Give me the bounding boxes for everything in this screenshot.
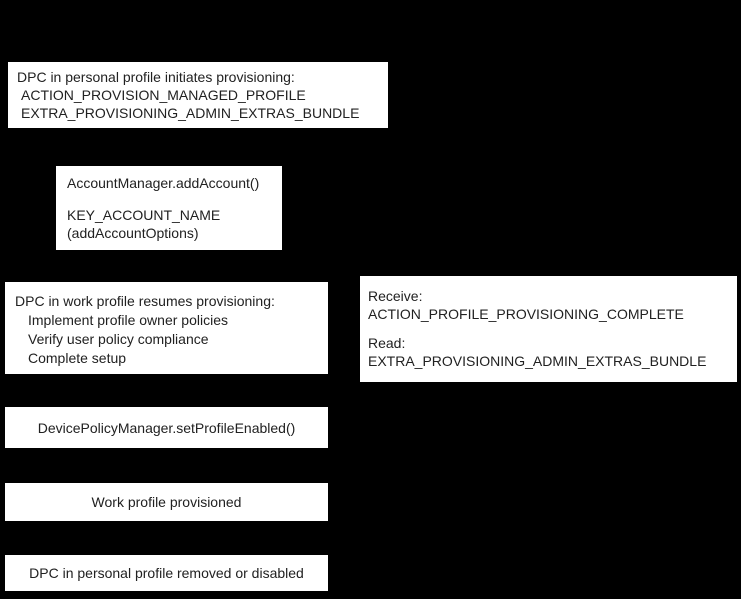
initiate-title: DPC in personal profile initiates provisioning: [17,69,295,85]
flow-box-dpc-removed-or-disabled [5,555,328,591]
set-profile-enabled-label: DevicePolicyManager.setProfileEnabled() [37,419,296,436]
read-extra-constant: EXTRA_PROVISIONING_ADMIN_EXTRAS_BUNDLE [368,353,707,369]
resume-item-verify-compliance: Verify user policy compliance [28,331,209,347]
resume-title: DPC in work profile resumes provisioning: [15,293,275,309]
resume-item-implement-policies: Implement profile owner policies [28,312,228,328]
add-account-key-constant: KEY_ACCOUNT_NAME [67,207,221,223]
read-label: Read: [368,335,406,351]
flow-box-add-account [56,166,282,250]
flow-box-dpc-initiates-provisioning [8,62,388,128]
receive-action-constant: ACTION_PROFILE_PROVISIONING_COMPLETE [368,306,684,322]
add-account-options: (addAccountOptions) [67,225,199,241]
flow-box-work-profile-provisioned [5,483,328,521]
dpc-removed-label: DPC in personal profile removed or disabled [29,565,304,581]
initiate-action-constant: ACTION_PROVISION_MANAGED_PROFILE [21,87,306,103]
flow-box-receive-read [360,276,737,382]
add-account-method: AccountManager.addAccount() [67,175,260,191]
initiate-extra-constant: EXTRA_PROVISIONING_ADMIN_EXTRAS_BUNDLE [21,105,360,121]
flow-box-set-profile-enabled [5,407,328,448]
flow-box-dpc-resumes-provisioning [5,282,328,374]
resume-item-complete-setup: Complete setup [28,350,127,366]
work-profile-provisioned-label: Work profile provisioned [91,494,242,510]
receive-label: Receive: [368,288,423,304]
